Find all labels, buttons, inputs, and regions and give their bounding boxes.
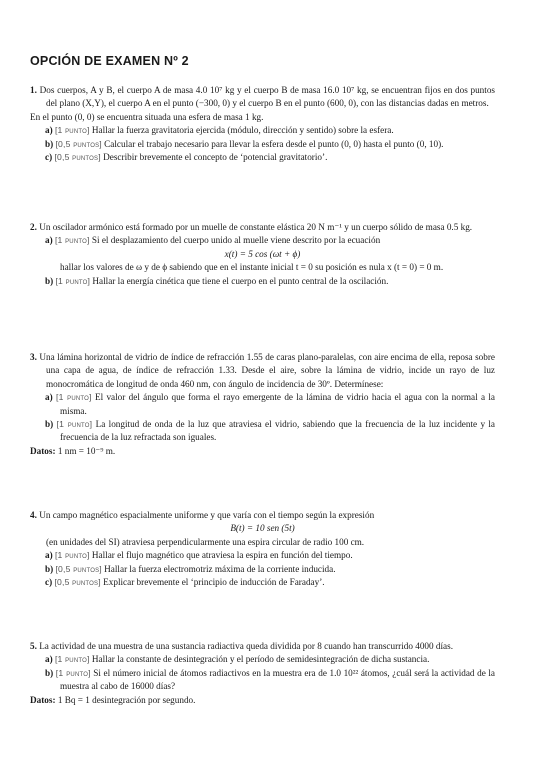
part-text: Hallar la constante de desintegración y el período de semidesintegración de dicha sustancia.: [91, 654, 430, 665]
question-stem: Un oscilador armónico está formado por un muelle de constante elástica 20 N m⁻¹ y un cuerpo sólido de masa 0.5 kg.: [39, 222, 473, 232]
part-text: Hallar el flujo magnético que atraviesa la espira en función del tiempo.: [91, 550, 353, 561]
question-number: 1.: [30, 85, 37, 95]
page-title: OPCIÓN DE EXAMEN Nº 2: [30, 54, 189, 68]
part-text: Hallar la fuerza gravitatoria ejercida (módulo, dirección y sentido) sobre la esfera.: [91, 125, 394, 136]
part-label: b): [45, 138, 54, 149]
part-label: c): [45, 152, 53, 163]
datos-label: Datos:: [30, 694, 56, 705]
datos-text: 1 Bq = 1 desintegración por segundo.: [57, 694, 196, 705]
part-label: b): [45, 419, 54, 430]
question-stem: La actividad de una muestra de una sustancia radiactiva queda dividida por 8 cuando han transcurrido 4000 días.: [39, 641, 453, 651]
part-label: a): [45, 235, 53, 246]
points-badge: [1 punto]: [55, 667, 91, 678]
points-badge: [0,5 puntos]: [55, 563, 102, 574]
equation: B(t) = 10 sen (5t): [230, 523, 295, 534]
points-badge: [1 punto]: [55, 392, 92, 403]
question-2: [30, 221, 495, 288]
question-number: 3.: [30, 352, 37, 362]
question-3: [30, 351, 495, 458]
part-text: Explicar brevemente el ‘principio de inducción de Faraday’.: [103, 577, 325, 588]
part-label: c): [45, 577, 53, 588]
question-4: [30, 509, 495, 589]
part-text: Hallar la energía cinética que tiene el cuerpo en el punto central de la oscilación.: [92, 275, 389, 286]
part-label: b): [45, 275, 54, 286]
question-stem: Un campo magnético espacialmente uniforme y que varía con el tiempo según la expresión: [39, 510, 375, 520]
part-label: b): [45, 563, 54, 574]
points-badge: [1 punto]: [54, 654, 90, 665]
question-number: 5.: [30, 641, 37, 651]
points-badge: [1 punto]: [54, 235, 90, 246]
part-text: Si el desplazamiento del cuerpo unido al muelle viene descrito por la ecuación: [91, 235, 381, 246]
part-text: Si el número inicial de átomos radiactivos en la muestra era de 1.0 10²² átomos, ¿cuál será la actividad de la muestra al cabo de 16000 días?: [60, 667, 496, 692]
datos-text: 1 nm = 10⁻⁹ m.: [57, 445, 116, 456]
part-label: a): [45, 392, 53, 403]
points-badge: [0,5 puntos]: [55, 138, 102, 149]
part-label: b): [45, 667, 54, 678]
part-continuation: hallar los valores de ω y de ϕ sabiendo que en el instante inicial t = 0 su posición es nula x (t = 0) = 0 m.: [60, 262, 444, 273]
part-label: a): [45, 654, 53, 665]
part-label: a): [45, 125, 53, 136]
part-label: a): [45, 550, 53, 561]
question-1: [30, 84, 495, 164]
question-number: 2.: [30, 222, 37, 232]
question-continuation: En el punto (0, 0) se encuentra situada una esfera de masa 1 kg.: [30, 111, 264, 122]
question-number: 4.: [30, 510, 37, 520]
part-text: El valor del ángulo que forma el rayo emergente de la lámina de vidrio hacia el agua con la normal a la misma.: [60, 392, 496, 416]
part-text: Describir brevemente el concepto de ‘potencial gravitatorio’.: [103, 152, 328, 163]
question-stem: Dos cuerpos, A y B, el cuerpo A de masa 4.0 10⁷ kg y el cuerpo B de masa 16.0 10⁷ kg, se encuentran fijos en dos puntos del plano (X,Y), el cuerpo A en el punto (−300, 0) y el cuerpo B en el punto (600, 0), con las distancias dadas en metros.: [39, 85, 496, 109]
points-badge: [0,5 puntos]: [54, 152, 101, 163]
equation: x(t) = 5 cos (ωt + ϕ): [224, 248, 301, 259]
points-badge: [1 punto]: [54, 550, 90, 561]
part-text: La longitud de onda de la luz que atraviesa el vidrio, sabiendo que la frecuencia de la luz incidente y la frecuencia de la luz refractada son iguales.: [60, 419, 496, 443]
points-badge: [1 punto]: [55, 275, 91, 286]
question-5: [30, 640, 495, 707]
datos-label: Datos:: [30, 445, 56, 456]
part-text: Calcular el trabajo necesario para llevar la esfera desde el punto (0, 0) hasta el punto (0, 10).: [104, 138, 444, 149]
question-stem: Una lámina horizontal de vidrio de índice de refracción 1.55 de caras plano-paralelas, con aire encima de ella, reposa sobre una capa de agua, de índice de refracción 1.33. Desde el aire, sobre la lámina de vidrio, incide un rayo de luz monocromática de longitud de onda 460 nm, con ángulo de incidencia de 30º. Determínese:: [39, 352, 495, 389]
points-badge: [0,5 puntos]: [54, 577, 101, 588]
points-badge: [1 punto]: [56, 419, 93, 430]
points-badge: [1 punto]: [54, 125, 90, 136]
question-continuation: (en unidades del SI) atraviesa perpendicularmente una espira circular de radio 100 cm.: [46, 536, 365, 547]
part-text: Hallar la fuerza electromotriz máxima de la corriente inducida.: [104, 563, 336, 574]
